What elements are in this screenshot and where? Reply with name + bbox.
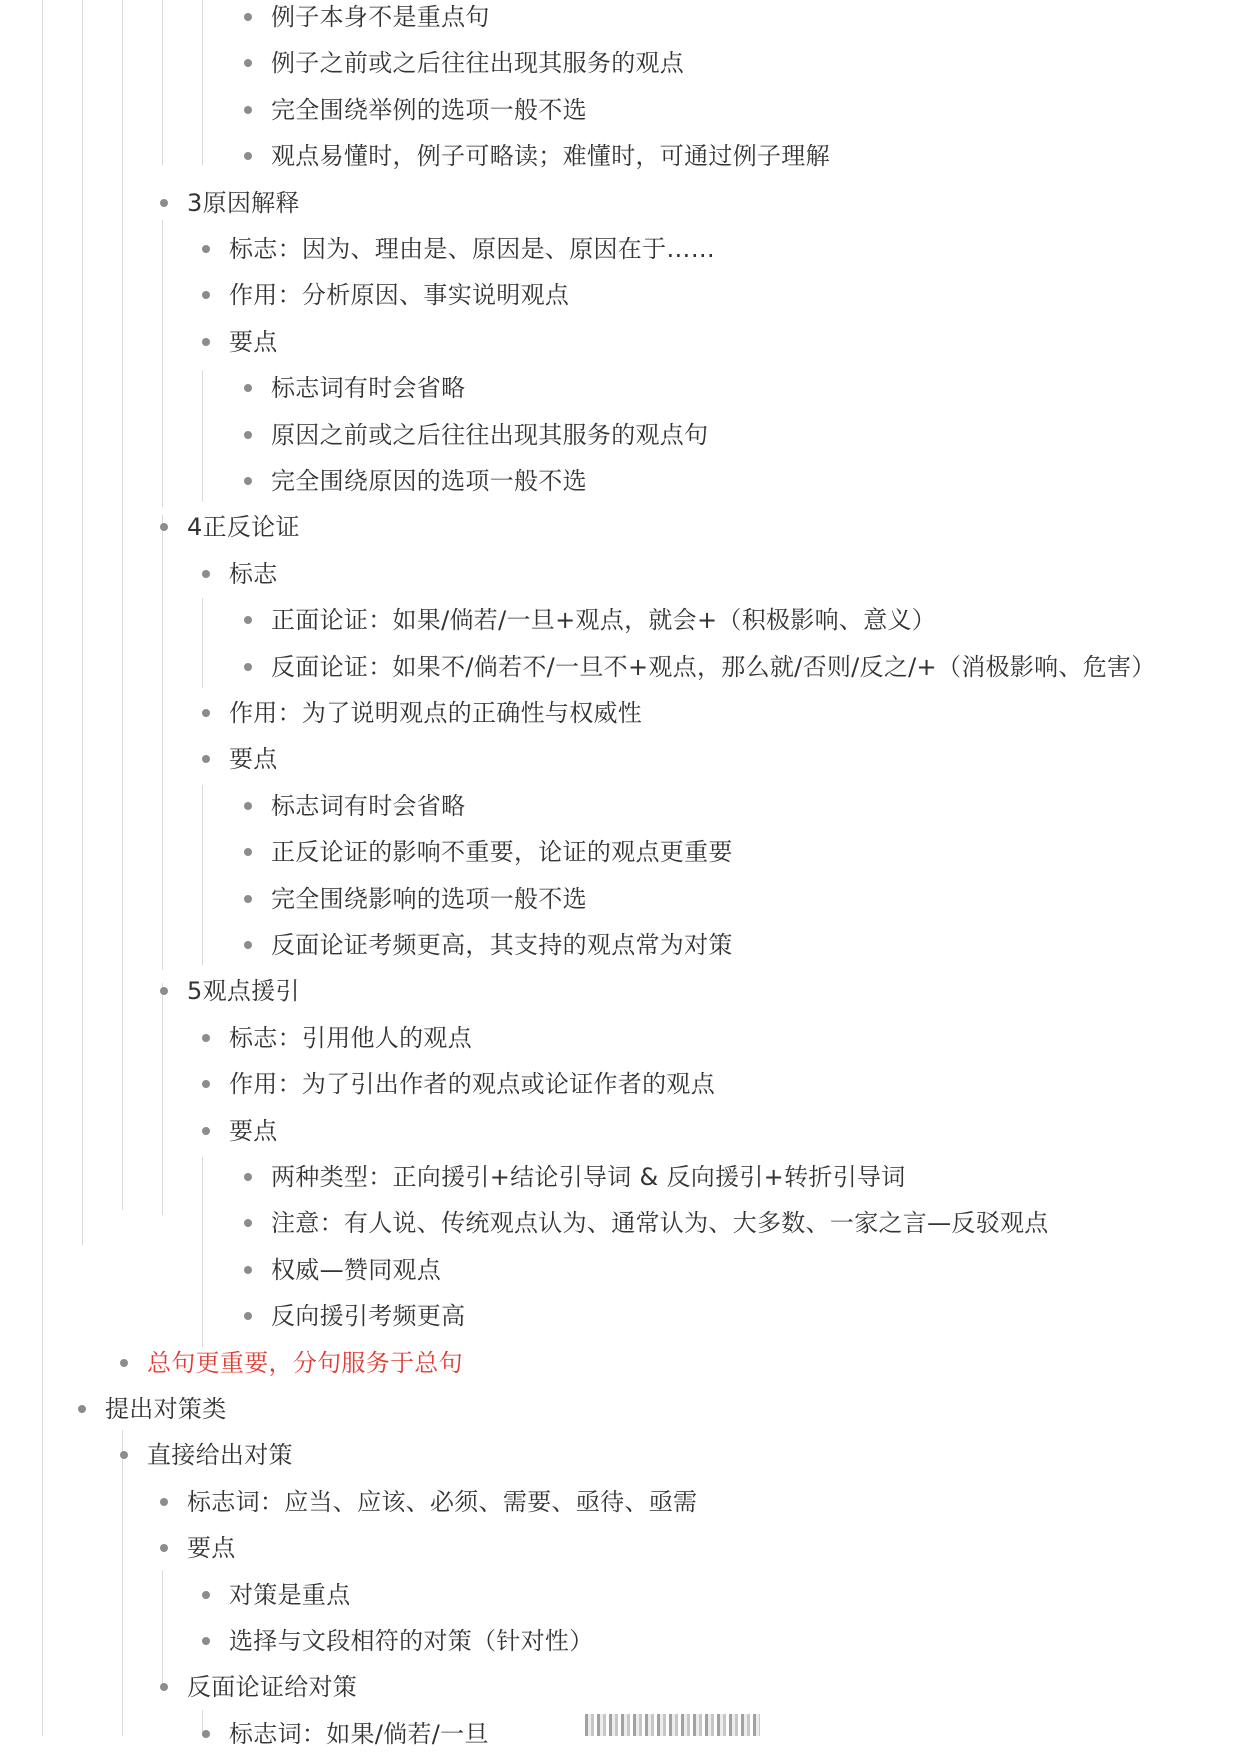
bullet-icon [160, 199, 168, 207]
list-item-text: 标志词：应当、应该、必须、需要、亟待、亟需 [187, 1487, 698, 1516]
bullet-icon [120, 1359, 128, 1367]
bullet-icon [244, 616, 252, 624]
bullet-icon [244, 106, 252, 114]
list-item-text: 正面论证：如果/倘若/一旦+观点，就会+（积极影响、意义） [271, 606, 937, 635]
bullet-icon [244, 384, 252, 392]
list-item-text: 作用：分析原因、事实说明观点 [229, 281, 570, 310]
bullet-icon [244, 431, 252, 439]
guide-line-level1b [122, 1430, 123, 1736]
list-item-text: 直接给出对策 [147, 1441, 293, 1470]
list-item-text: 完全围绕举例的选项一般不选 [271, 95, 587, 124]
bullet-icon [202, 245, 210, 253]
bullet-icon [244, 152, 252, 160]
guide-line-level3 [162, 515, 163, 970]
bullet-icon [160, 987, 168, 995]
list-item-text: 作用：为了引出作者的观点或论证作者的观点 [229, 1070, 715, 1099]
guide-line-level2 [122, 0, 123, 1210]
bullet-icon [244, 59, 252, 67]
list-item-text: 观点易懂时，例子可略读；难懂时，可通过例子理解 [271, 142, 830, 171]
list-item-text: 标志：因为、理由是、原因是、原因在于…… [229, 235, 715, 263]
bullet-icon [244, 895, 252, 903]
list-item-text: 标志词有时会省略 [271, 791, 466, 820]
list-item-text: 反向援引考频更高 [271, 1302, 466, 1331]
guide-line-level4 [202, 785, 203, 965]
list-item-text: 反面论证：如果不/倘若不/一旦不+观点，那么就/否则/反之/+（消极影响、危害） [271, 652, 1156, 681]
list-item-text: 正反论证的影响不重要，论证的观点更重要 [271, 838, 733, 867]
guide-line-level4 [202, 0, 203, 165]
bullet-icon [244, 848, 252, 856]
list-item-text: 要点 [229, 327, 278, 356]
list-item-text: 原因之前或之后往往出现其服务的观点句 [271, 420, 709, 449]
list-item-text: 完全围绕影响的选项一般不选 [271, 884, 587, 913]
bullet-icon [244, 1266, 252, 1274]
guide-line-level4 [202, 1157, 203, 1347]
bullet-icon [244, 477, 252, 485]
bullet-icon [202, 1080, 210, 1088]
bullet-icon [160, 1683, 168, 1691]
bullet-icon [120, 1451, 128, 1459]
bullet-icon [78, 1405, 86, 1413]
list-item-text: 例子之前或之后往往出现其服务的观点 [271, 49, 685, 78]
bullet-icon [202, 1127, 210, 1135]
list-item-text: 标志词有时会省略 [271, 374, 466, 403]
bullet-icon [244, 1173, 252, 1181]
guide-line-level3 [162, 0, 163, 165]
bullet-icon [244, 1219, 252, 1227]
list-item-text: 作用：为了说明观点的正确性与权威性 [229, 699, 643, 727]
list-item-text: 要点 [229, 1116, 278, 1145]
bullet-icon [244, 1312, 252, 1320]
bullet-icon [160, 523, 168, 531]
list-item-text: 注意：有人说、传统观点认为、通常认为、大多数、一家之言—反驳观点 [271, 1209, 1049, 1238]
list-item-text: 选择与文段相符的对策（针对性） [229, 1627, 594, 1655]
list-item-text: 要点 [187, 1534, 236, 1563]
bullet-icon [244, 663, 252, 671]
bullet-icon [202, 755, 210, 763]
list-item-text: 标志：引用他人的观点 [229, 1023, 472, 1052]
list-item-text: 标志词：如果/倘若/一旦 [229, 1719, 489, 1748]
list-item-text: 对策是重点 [229, 1580, 351, 1609]
bullet-icon [202, 1637, 210, 1645]
bullet-icon [160, 1544, 168, 1552]
guide-line-level4 [202, 598, 203, 688]
list-item-text: 例子本身不是重点句 [271, 3, 490, 31]
bullet-icon [202, 1591, 210, 1599]
bullet-icon [202, 291, 210, 299]
list-item-text: 4正反论证 [187, 513, 300, 542]
list-item-text: 反面论证考频更高，其支持的观点常为对策 [271, 931, 733, 959]
list-item-text: 完全围绕原因的选项一般不选 [271, 467, 587, 495]
list-item-text: 3原因解释 [187, 188, 300, 217]
list-item-text: 权威—赞同观点 [271, 1255, 442, 1284]
bullet-icon [244, 13, 252, 21]
list-item-text: 标志 [229, 559, 278, 588]
bullet-icon [202, 1730, 210, 1738]
list-item-text: 5观点援引 [187, 977, 300, 1006]
guide-line-level0 [42, 0, 43, 1736]
guide-line-level3 [162, 220, 163, 507]
bullet-icon [244, 802, 252, 810]
bullet-icon [160, 1498, 168, 1506]
list-item-text: 总句更重要，分句服务于总句 [147, 1348, 463, 1377]
guide-line-level1 [82, 0, 83, 1245]
bullet-icon [244, 941, 252, 949]
bullet-icon [202, 709, 210, 717]
guide-line-level4 [202, 370, 203, 502]
list-item-text: 反面论证给对策 [187, 1673, 358, 1702]
bullet-icon [202, 570, 210, 578]
guide-line-level3 [162, 983, 163, 1215]
bullet-icon [202, 1034, 210, 1042]
guide-line-level2b [162, 1570, 163, 1690]
blurred-text-fragment [585, 1714, 760, 1736]
list-item-text: 要点 [229, 745, 278, 774]
list-item-text: 两种类型：正向援引+结论引导词 & 反向援引+转折引导词 [271, 1163, 906, 1191]
list-item-text: 提出对策类 [105, 1395, 227, 1423]
bullet-icon [202, 338, 210, 346]
